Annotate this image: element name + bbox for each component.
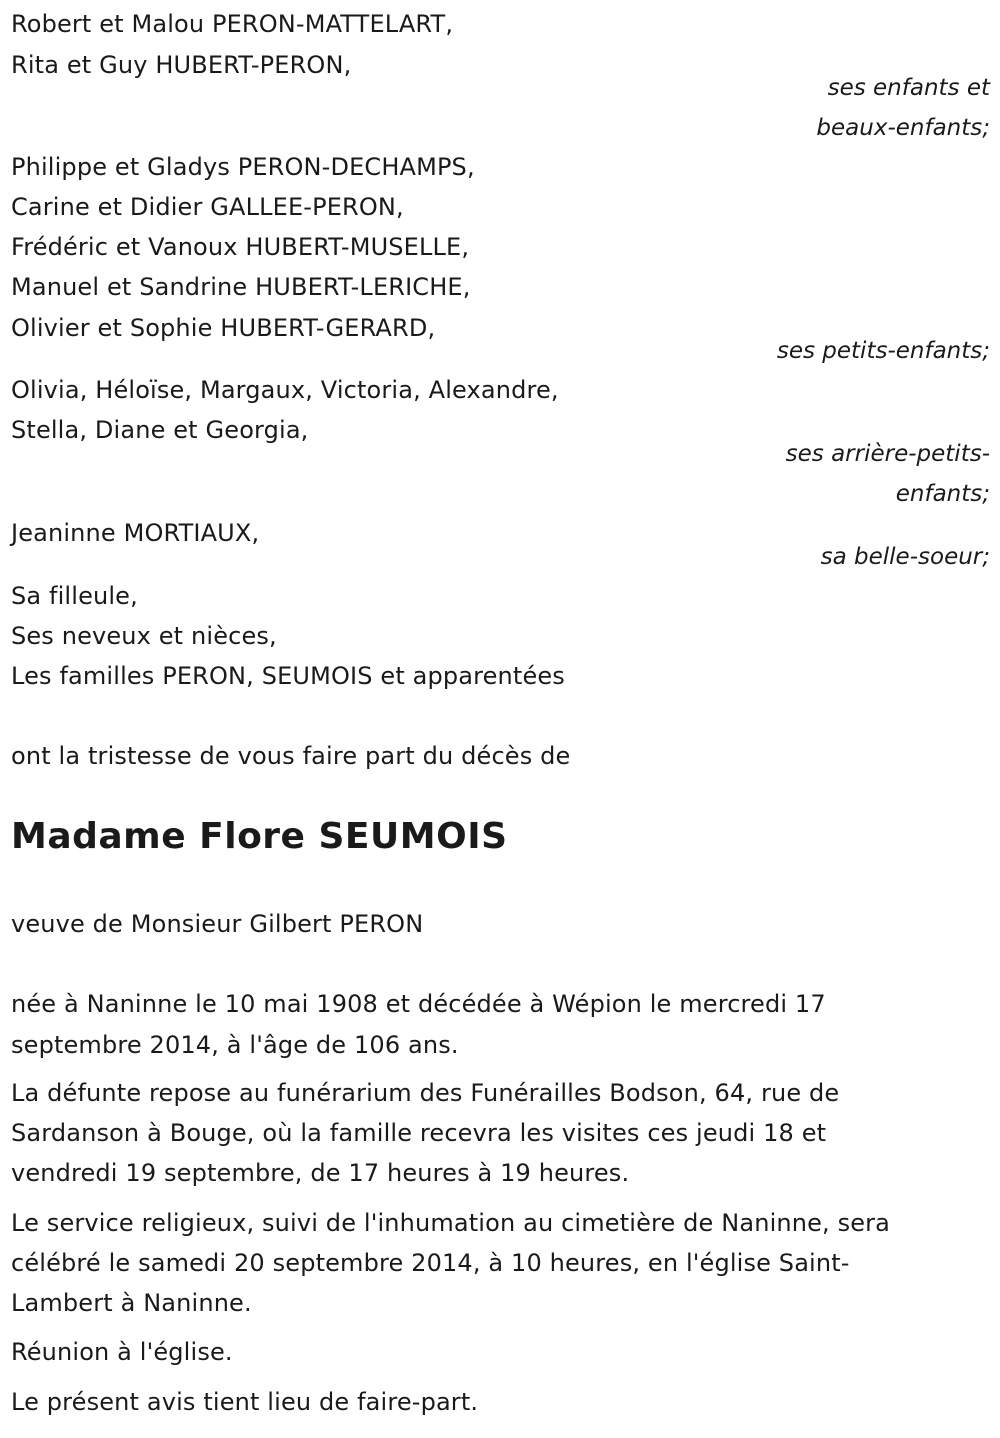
great-grandchildren-role-line-2: enfants; [895,481,990,507]
repose-line-2: Sardanson à Bouge, où la famille recevra les visites ces jeudi 18 et [11,1119,827,1147]
service-line-3: Lambert à Naninne. [11,1289,252,1317]
others-line-2: Ses neveux et nièces, [11,622,277,650]
children-line-1: Robert et Malou PERON-MATTELART, [11,10,454,38]
grandchildren-line-2: Carine et Didier GALLEE-PERON, [11,193,404,221]
grandchildren-line-3: Frédéric et Vanoux HUBERT-MUSELLE, [11,233,470,261]
deceased-name: Madame Flore SEUMOIS [11,816,508,857]
grandchildren-role: ses petits-enfants; [776,338,990,364]
widow-of: veuve de Monsieur Gilbert PERON [11,910,424,938]
others-line-3: Les familles PERON, SEUMOIS et apparentées [11,662,565,690]
grandchildren-line-1: Philippe et Gladys PERON-DECHAMPS, [11,153,475,181]
great-grandchildren-line-1: Olivia, Héloïse, Margaux, Victoria, Alexandre, [11,376,559,404]
others-line-1: Sa filleule, [11,582,138,610]
great-grandchildren-role-line-1: ses arrière-petits- [785,441,990,467]
birth-death-line-2: septembre 2014, à l'âge de 106 ans. [11,1031,459,1059]
birth-death-line-1: née à Naninne le 10 mai 1908 et décédée à Wépion le mercredi 17 [11,990,826,1018]
grandchildren-line-4: Manuel et Sandrine HUBERT-LERICHE, [11,273,471,301]
repose-line-1: La défunte repose au funérarium des Funérailles Bodson, 64, rue de [11,1079,840,1107]
children-role-line-2: beaux-enfants; [816,115,990,141]
sister-in-law-role: sa belle-soeur; [820,544,990,570]
service-line-1: Le service religieux, suivi de l'inhumation au cimetière de Naninne, sera [11,1209,891,1237]
repose-line-3: vendredi 19 septembre, de 17 heures à 19 heures. [11,1159,630,1187]
grandchildren-line-5: Olivier et Sophie HUBERT-GERARD, [11,314,436,342]
notice-note: Le présent avis tient lieu de faire-part. [11,1388,479,1416]
children-role-line-1: ses enfants et [827,75,990,101]
announcement: ont la tristesse de vous faire part du décès de [11,742,571,770]
children-line-2: Rita et Guy HUBERT-PERON, [11,51,352,79]
service-line-2: célébré le samedi 20 septembre 2014, à 10 heures, en l'église Saint- [11,1249,850,1277]
meeting-note: Réunion à l'église. [11,1338,233,1366]
sister-in-law: Jeaninne MORTIAUX, [11,519,260,547]
great-grandchildren-line-2: Stella, Diane et Georgia, [11,416,309,444]
